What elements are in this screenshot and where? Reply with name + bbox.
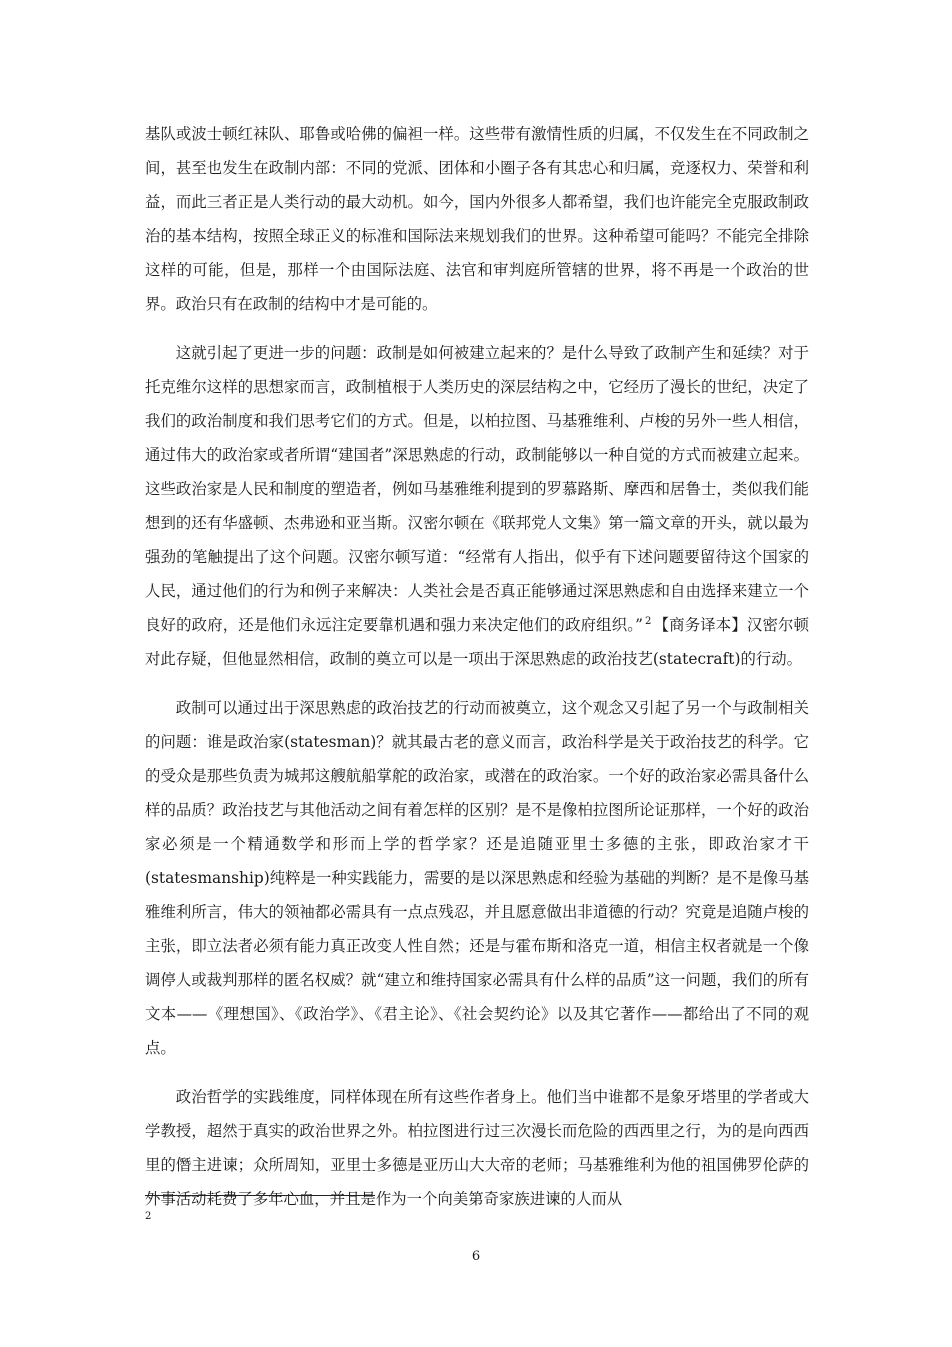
page-number: 6	[471, 1249, 481, 1264]
paragraph-2-continuation: 【商务译本】汉密尔顿对此存疑，但他显然相信，政制的奠立可以是一项出于深思熟虑的政治技艺(statecraft)的行动。	[145, 616, 809, 668]
paragraph-2	[145, 336, 809, 676]
paragraph-2-text: 这就引起了更进一步的问题：政制是如何被建立起来的？是什么导致了政制产生和延续？对于托克维尔这样的思想家而言，政制植根于人类历史的深层结构之中，它经历了漫长的世纪，决定了我们的政治制度和我们思考它们的方式。但是，以柏拉图、马基雅维利、卢梭的另外一些人相信，通过伟大的政治家或者所谓“建国者”深思熟虑的行动，政制能够以一种自觉的方式而被建立起来。这些政治家是人民和制度的塑造者，例如马基雅维利提到的罗慕路斯、摩西和居鲁士，类似我们能想到的还有华盛顿、杰弗逊和亚当斯。汉密尔顿在《联邦党人文集》第一篇文章的开头，就以最为强劲的笔触提出了这个问题。汉密尔顿写道：“经常有人指出，似乎有下述问题要留待这个国家的人民，通过他们的行为和例子来解决：人类社会是否真正能够通过深思熟虑和自由选择来建立一个良好的政府，还是他们永远注定要靠机遇和强力来决定他们的政府组织。”	[145, 344, 809, 634]
paragraph-3: 政制可以通过出于深思熟虑的政治技艺的行动而被奠立，这个观念又引起了另一个与政制相关的问题：谁是政治家(statesman)？就其最古老的意义而言，政治科学是关于政治技艺的科学。它的受众是那些负责为城邦这艘航船掌舵的政治家，或潜在的政治家。一个好的政治家必需具备什么样的品质？政治技艺与其他活动之间有着怎样的区别？是不是像柏拉图所论证那样，一个好的政治家必须是一个精通数学和形而上学的哲学家？还是追随亚里士多德的主张，即政治家才干(statesmanship)纯粹是一种实践能力，需要的是以深思熟虑和经验为基础的判断？是不是像马基雅维利所言，伟大的领袖都必需具有一点点残忍，并且愿意做出非道德的行动？究竟是追随卢梭的主张，即立法者必须有能力真正改变人性自然；还是与霍布斯和洛克一道，相信主权者就是一个像调停人或裁判那样的匿名权威？就“建立和维持国家必需具有什么样的品质”这一问题，我们的所有文本——《理想国》、《政治学》、《君主论》、《社会契约论》以及其它著作——都给出了不同的观点。	[145, 699, 809, 1057]
footnote-reference: 2	[645, 615, 652, 627]
paragraph-1: 基队或波士顿红袜队、耶鲁或哈佛的偏袒一样。这些带有激情性质的归属，不仅发生在不同政制之间，甚至也发生在政制内部：不同的党派、团体和小圈子各有其忠心和归属，竞逐权力、荣誉和利益，而此三者正是人类行动的最大动机。如今，国内外很多人都希望，我们也许能完全克服政制政治的基本结构，按照全球正义的标准和国际法来规划我们的世界。这种希望可能吗？不能完全排除这样的可能，但是，那样一个由国际法庭、法官和审判庭所管辖的世界，将不再是一个政治的世界。政治只有在政制的结构中才是可能的。	[145, 125, 809, 313]
body-text	[145, 117, 809, 1231]
paragraph-4: 政治哲学的实践维度，同样体现在所有这些作者身上。他们当中谁都不是象牙塔里的学者或大学教授，超然于真实的政治世界之外。柏拉图进行过三次漫长而危险的西西里之行，为的是向西西里的僭主进谏；众所周知，亚里士多德是亚历山大大帝的老师；马基雅维利为他的祖国佛罗伦萨的外事活动耗费了多年心血，并且是作为一个向美第奇家族进谏的人而从	[145, 1088, 809, 1208]
footnote-number: 2	[145, 1211, 152, 1222]
footnote-divider	[145, 1195, 375, 1196]
